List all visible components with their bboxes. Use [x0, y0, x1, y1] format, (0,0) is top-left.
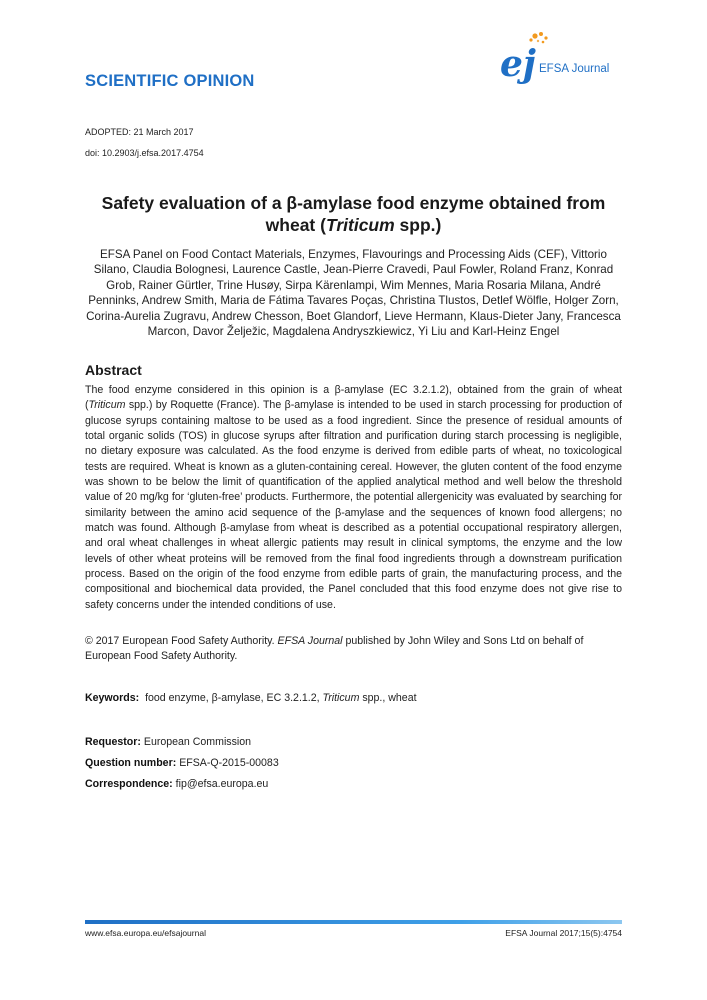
copyright-notice: © 2017 European Food Safety Authority. EFSA Journal published by John Wiley and Sons Ltd on behalf of European Food Safety Authority.	[85, 635, 584, 663]
logo-letters: ej	[500, 43, 536, 85]
keywords: Keywords: food enzyme, β-amylase, EC 3.2.1.2, Triticum spp., wheat	[85, 692, 417, 704]
question-number: Question number: EFSA-Q-2015-00083	[85, 757, 279, 769]
section-label: SCIENTIFIC OPINION	[85, 72, 255, 90]
adopted-date: ADOPTED: 21 March 2017	[85, 127, 194, 137]
doi: doi: 10.2903/j.efsa.2017.4754	[85, 148, 204, 158]
footer-citation: EFSA Journal 2017;15(5):4754	[505, 928, 622, 938]
requestor: Requestor: European Commission	[85, 736, 252, 748]
abstract-body: The food enzyme considered in this opinion is a β-amylase (EC 3.2.1.2), obtained from the grain of wheat (Triticum spp.) by Roquette (France). The β-amylase is intended to be used in starch processing for production of glucose syrups containing maltose to be used as a food ingredient. Since the presence of residual amounts of total organic solids (TOS) in glucose syrups after filtration and purification during starch processing is negligible, no dietary exposure was calculated. As the food enzyme is derived from edible parts of wheat, no toxicological tests are required. Wheat is known as a gluten-containing cereal. However, the gluten content of the food enzyme was shown to be below the limit of quantification of the applied analytical method and well below the threshold value of 20 mg/kg for ‘gluten-free’ products. Furthermore, the potential allergenicity was evaluated by searching for similarity between the amino acid sequence of the β-amylase and the sequences of known food allergens; no match was found. Although β-amylase from wheat is described as a potential occupational respiratory allergen, and oral wheat challenges in wheat allergic patients may result in clinical symptoms, the enzyme and the low levels of other wheat proteins will be removed from the final food ingredients through a downstream purification process. Based on the origin of the food enzyme from edible parts of grain, the manufacturing process, and the compositional and biochemical data provided, the Panel concluded that this food enzyme does not give rise to safety concerns under the intended conditions of use.	[85, 384, 622, 611]
footer-url: www.efsa.europa.eu/efsajournal	[85, 928, 206, 938]
footer-divider	[85, 920, 622, 924]
abstract-heading: Abstract	[85, 362, 142, 378]
journal-name: EFSA Journal	[539, 63, 610, 75]
correspondence: Correspondence: fip@efsa.europa.eu	[85, 778, 269, 790]
author-list: EFSA Panel on Food Contact Materials, Enzymes, Flavourings and Processing Aids (CEF), Vittorio Silano, Claudia Bolognesi, Laurence Castle, Jean-Pierre Cravedi, Paul Fowler, Roland Franz, Konrad Grob, Rainer Gürtler, Trine Husøy, Sirpa Kärenlampi, Wim Mennes, Maria Rosaria Milana, André Penninks, Andrew Smith, Maria de Fátima Tavares Poças, Christina Tlustos, Detlef Wölfle, Holger Zorn, Corina-Aurelia Zugravu, Andrew Chesson, Boet Glandorf, Lieve Hermann, Klaus-Dieter Jany, Francesca Marcon, Davor Želježic, Magdalena Andryszkiewicz, Yi Liu and Karl-Heinz Engel	[86, 248, 621, 339]
logo-stars-icon	[529, 32, 547, 43]
efsa-journal-logo	[498, 30, 628, 90]
page-title: Safety evaluation of a β-amylase food enzyme obtained from wheat (Triticum spp.)	[101, 193, 606, 235]
